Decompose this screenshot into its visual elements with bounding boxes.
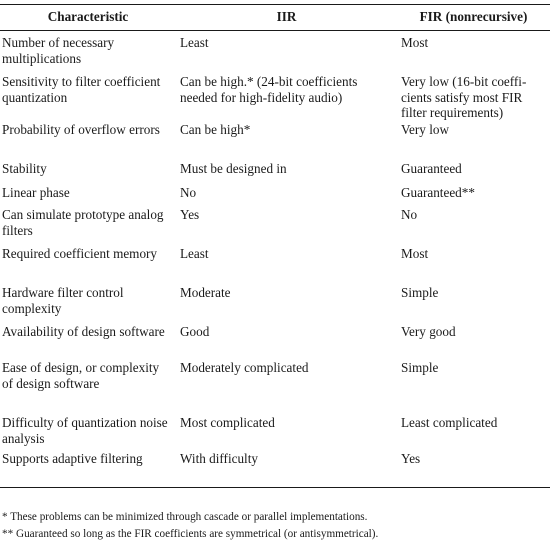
header-row bbox=[0, 5, 550, 31]
table-row bbox=[0, 246, 550, 285]
cell-characteristic: Supports adaptive filtering bbox=[2, 451, 143, 466]
cell-iir: No bbox=[180, 185, 197, 200]
header-characteristic: Characteristic bbox=[47, 9, 129, 25]
cell-fir: Most bbox=[401, 246, 429, 261]
cell-iir: Yes bbox=[180, 207, 200, 222]
header-fir: FIR (nonrecursive) bbox=[419, 9, 528, 25]
cell-iir: Moderately complicated bbox=[180, 360, 309, 375]
cell-iir: Can be high.* (24-bit coefficients needed for high-fidelity audio) bbox=[180, 74, 358, 105]
cell-iir: Most complicated bbox=[180, 415, 275, 430]
cell-iir: Must be designed in bbox=[180, 161, 287, 176]
cell-characteristic: Ease of design, or complexity of design software bbox=[2, 360, 160, 391]
cell-iir: With difficulty bbox=[180, 451, 258, 466]
footnotes bbox=[2, 509, 378, 543]
cell-characteristic: Probability of overflow errors bbox=[2, 122, 160, 137]
table-row bbox=[0, 31, 550, 75]
cell-characteristic: Availability of design software bbox=[2, 324, 165, 339]
cell-characteristic: Number of necessary multiplications bbox=[2, 35, 115, 66]
footnote-single-asterisk: * These problems can be minimized through cascade or parallel implementations. bbox=[2, 511, 368, 523]
table-row bbox=[0, 415, 550, 451]
cell-fir: No bbox=[401, 207, 418, 222]
cell-iir: Moderate bbox=[180, 285, 231, 300]
table-row bbox=[0, 360, 550, 415]
table-row bbox=[0, 74, 550, 122]
comparison-table bbox=[0, 4, 550, 488]
cell-fir: Simple bbox=[401, 285, 439, 300]
cell-fir: Very low (16-bit coeffi-cients satisfy most FIR filter requirements) bbox=[401, 74, 527, 121]
table-row bbox=[0, 185, 550, 207]
table-row bbox=[0, 324, 550, 360]
table-row bbox=[0, 122, 550, 161]
cell-characteristic: Required coefficient memory bbox=[2, 246, 158, 261]
cell-characteristic: Difficulty of quantization noise analysis bbox=[2, 415, 168, 446]
cell-characteristic: Linear phase bbox=[2, 185, 70, 200]
table-row bbox=[0, 161, 550, 185]
cell-fir: Very low bbox=[401, 122, 449, 137]
table-row bbox=[0, 207, 550, 246]
cell-fir: Simple bbox=[401, 360, 439, 375]
cell-fir: Guaranteed** bbox=[401, 185, 475, 200]
cell-characteristic: Hardware filter control complexity bbox=[2, 285, 124, 316]
footnote-double-asterisk: ** Guaranteed so long as the FIR coefficients are symmetrical (or antisymmetrical). bbox=[2, 528, 379, 540]
cell-fir: Most bbox=[401, 35, 429, 50]
cell-iir: Can be high* bbox=[180, 122, 251, 137]
cell-fir: Yes bbox=[401, 451, 421, 466]
cell-fir: Least complicated bbox=[401, 415, 498, 430]
cell-characteristic: Stability bbox=[2, 161, 47, 176]
cell-fir: Guaranteed bbox=[401, 161, 462, 176]
cell-characteristic: Sensitivity to filter coefficient quantization bbox=[2, 74, 161, 105]
cell-fir: Very good bbox=[401, 324, 456, 339]
header-iir: IIR bbox=[276, 9, 297, 25]
cell-iir: Least bbox=[180, 35, 209, 50]
cell-iir: Good bbox=[180, 324, 210, 339]
table-row bbox=[0, 285, 550, 324]
cell-iir: Least bbox=[180, 246, 209, 261]
cell-characteristic: Can simulate prototype analog filters bbox=[2, 207, 164, 238]
table-row bbox=[0, 451, 550, 488]
